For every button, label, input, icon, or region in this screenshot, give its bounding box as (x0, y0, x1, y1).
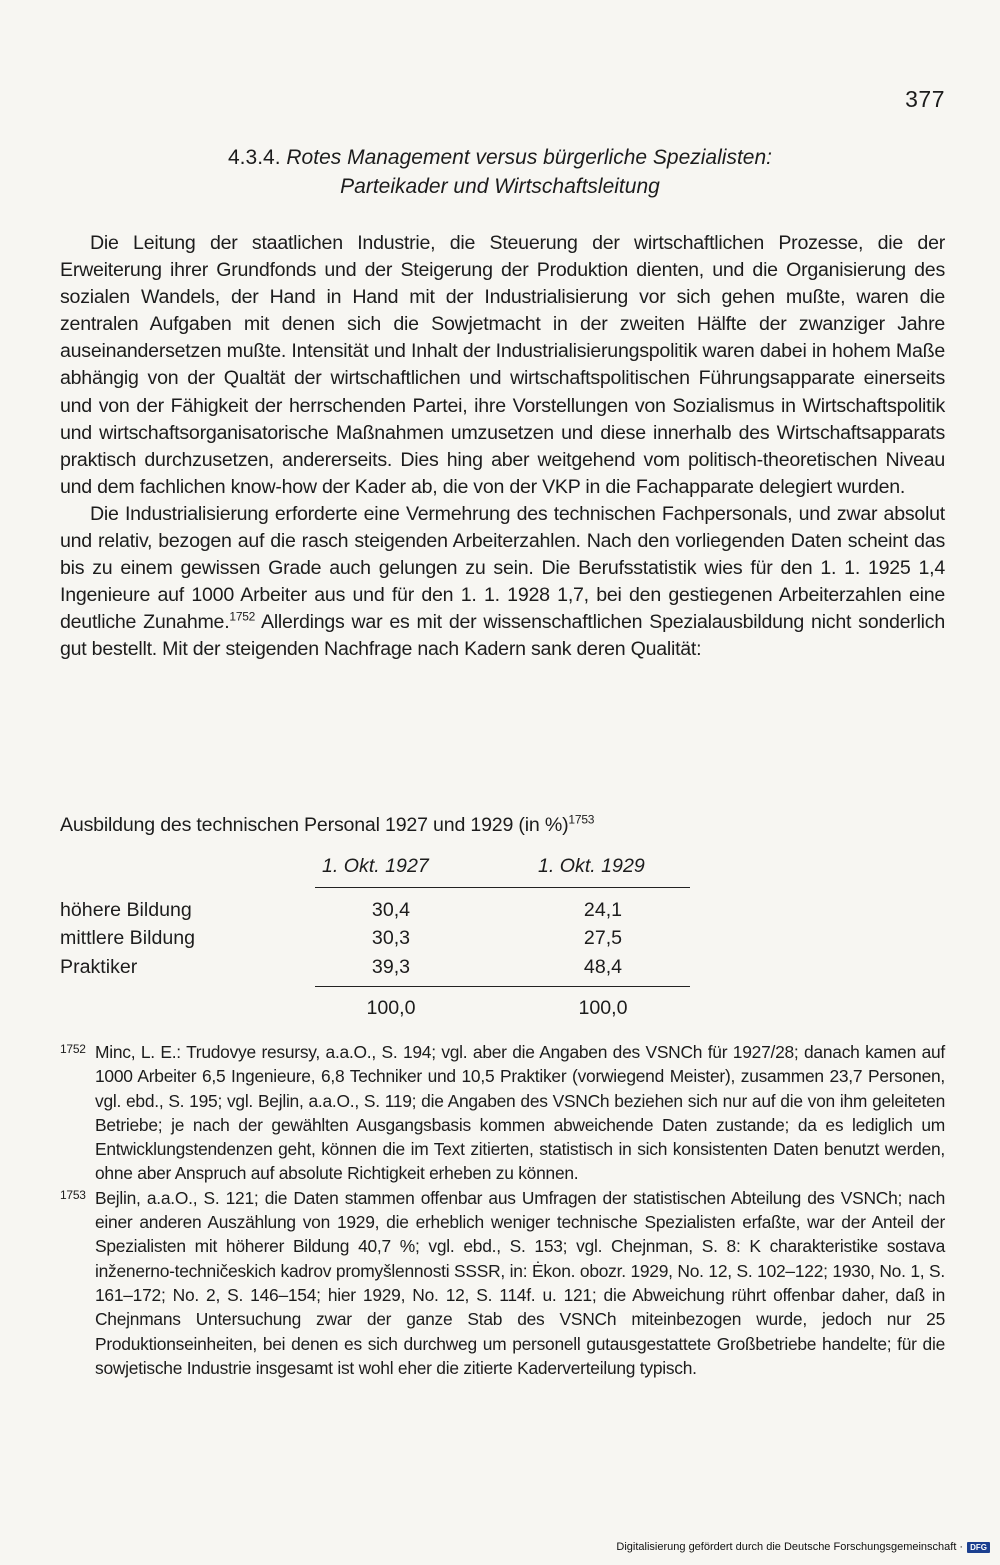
column-header-1929: 1. Okt. 1929 (538, 855, 645, 877)
digitization-footer (616, 1541, 990, 1553)
paragraph-2-text-a: Die Industrialisierung erforderte eine Vermehrung des technischen Fachpersonals, und zwar absolut und relativ, bezogen auf die rasch steigenden Arbeiterzahlen. Nach den vorliegenden Daten scheint das bis zu einem gewissen Grade auch gelungen zu sein. Die Berufsstatistik wies für den 1. 1. 1925 1,4 Ingenieure auf 1000 Arbeiter aus und für den 1. 1. 1928 1,7, bei den gestiegenen Arbeiterzahlen eine deutliche Zunahme. (60, 502, 945, 634)
dfg-logo: DFG (967, 1542, 990, 1553)
paragraph-1: Die Leitung der staatlichen Industrie, die Steuerung der wirtschaftlichen Prozesse, die der Erweiterung ihrer Grundfonds und der Steigerung der Produktion dienten, und die Organisierung des sozialen Wandels, der Hand in Hand mit der Industrialisierung vor sich gehen mußte, waren die zentralen Aufgaben mit denen sich die Sowjetmacht in der zweiten Hälfte der zwanziger Jahre auseinandersetzen mußte. Intensität und Inhalt der Industrialisierungspolitik waren dabei in hohem Maße abhängig von der Qualtät der wirtschaftlichen und wirtschaftspolitischen Führungsapparate einerseits und von der Fähigkeit der herrschenden Partei, ihre Vorstellungen von Sozialismus in Wirtschaftspolitik und wirtschaftsorganisatorische Maßnahmen umzusetzen und diese innerhalb des Wirtschaftsapparats praktisch durchzusetzen, andererseits. Dies hing aber weitgehend vom politisch-theoretischen Niveau und dem fachlichen know-how der Kader ab, die von der VKP in die Fachapparate delegiert wurden. (60, 232, 945, 498)
page-number: 377 (905, 86, 945, 112)
section-number: 4.3.4. (228, 146, 281, 169)
section-title-line1: Rotes Management versus bürgerliche Spezialisten: (286, 146, 772, 169)
cell-hoehere-1929: 24,1 (583, 899, 623, 921)
footer-text: Digitalisierung gefördert durch die Deutsche Forschungsgemeinschaft · (616, 1541, 964, 1553)
table-bottom-rule (315, 986, 690, 987)
cell-total-1929: 100,0 (578, 997, 628, 1019)
paragraph-2-text-b: Allerdings war es mit der wissenschaftlichen Spezialausbildung nicht sonderlich gut bestellt. Mit der steigenden Nachfrage nach Kadern sank deren Qualität: (60, 611, 945, 661)
section-title-line2: Parteikader und Wirtschaftsleitung (340, 175, 660, 198)
cell-praktiker-1929: 48,4 (583, 956, 623, 978)
table-caption-text: Ausbildung des technischen Personal 1927 und 1929 (in %) (60, 814, 569, 836)
section-heading-line1 (60, 143, 940, 172)
cell-hoehere-1927: 30,4 (371, 899, 411, 921)
section-heading (60, 143, 940, 201)
footnote-ref-1753: 1753 (568, 812, 595, 827)
footnote-1753 (60, 1186, 945, 1380)
column-header-1927: 1. Okt. 1927 (322, 855, 429, 877)
footnote-text-1752: Minc, L. E.: Trudovye resursy, a.a.O., S. 194; vgl. aber die Angaben des VSNCh für 1927/28; danach kamen auf 1000 Arbeiter 6,5 Ingenieure, 6,8 Techniker und 10,5 Praktiker (vorwiegend Meister), zusammen 23,7 Personen, vgl. ebd., S. 195; vgl. Bejlin, a.a.O., S. 119; die Angaben des VSNCh beziehen sich nur auf die von ihm geleiteten Betriebe; je nach der gewählten Ausgangsbasis kommen abweichende Daten zustande; da es lediglich um Entwicklungstendenzen geht, können die im Text zitierten, statistisch in sich konsistenten Daten benutzt werden, ohne aber Anspruch auf absolute Richtigkeit erheben zu können. (95, 1042, 945, 1184)
row-label-mittlere-bildung: mittlere Bildung (60, 927, 196, 949)
table-top-rule (315, 887, 690, 888)
row-label-hoehere-bildung: höhere Bildung (60, 899, 192, 921)
footnote-1752 (60, 1040, 945, 1186)
row-label-praktiker: Praktiker (60, 956, 138, 978)
cell-mittlere-1927: 30,3 (371, 927, 411, 949)
footnote-number-1752: 1752 (60, 1042, 86, 1056)
cell-mittlere-1929: 27,5 (583, 927, 623, 949)
footnote-number-1753: 1753 (60, 1187, 86, 1202)
cell-praktiker-1927: 39,3 (371, 956, 411, 978)
footnote-ref-1752: 1752 (229, 609, 256, 624)
table-caption (60, 812, 760, 839)
paragraph-2 (60, 501, 945, 664)
footnote-text-1753: Bejlin, a.a.O., S. 121; die Daten stammen offenbar aus Umfragen der statistischen Abteilung des VSNCh; nach einer anderen Auszählung von 1929, die erheblich weniger technische Spezialisten erfaßte, war der Anteil der Spezialisten mit höherer Bildung 40,7 %; vgl. ebd., S. 153; vgl. Chejnman, S. 8: K charakteristike sostava inženerno-techničeskich kadrov promyšlennosti SSSR, in: Ėkon. obozr. 1929, No. 12, S. 102–122; 1930, No. 1, S. 161–172; No. 2, S. 146–154; hier 1929, No. 12, S. 114f. u. 121; die Abweichung rührt offenbar daher, daß in Chejnmans Untersuchung zwar der ganze Stab des VSNCh miteinbezogen wurde, jedoch nur 25 Produktionseinheiten, bei denen es sich durchweg um personell gutausgestattete Großbetriebe handelte; für die sowjetische Industrie insgesamt ist wohl eher die zitierte Kaderverteilung typisch. (95, 1187, 945, 1378)
footnotes (60, 1040, 945, 1380)
cell-total-1927: 100,0 (366, 997, 416, 1019)
body-text (60, 230, 945, 664)
